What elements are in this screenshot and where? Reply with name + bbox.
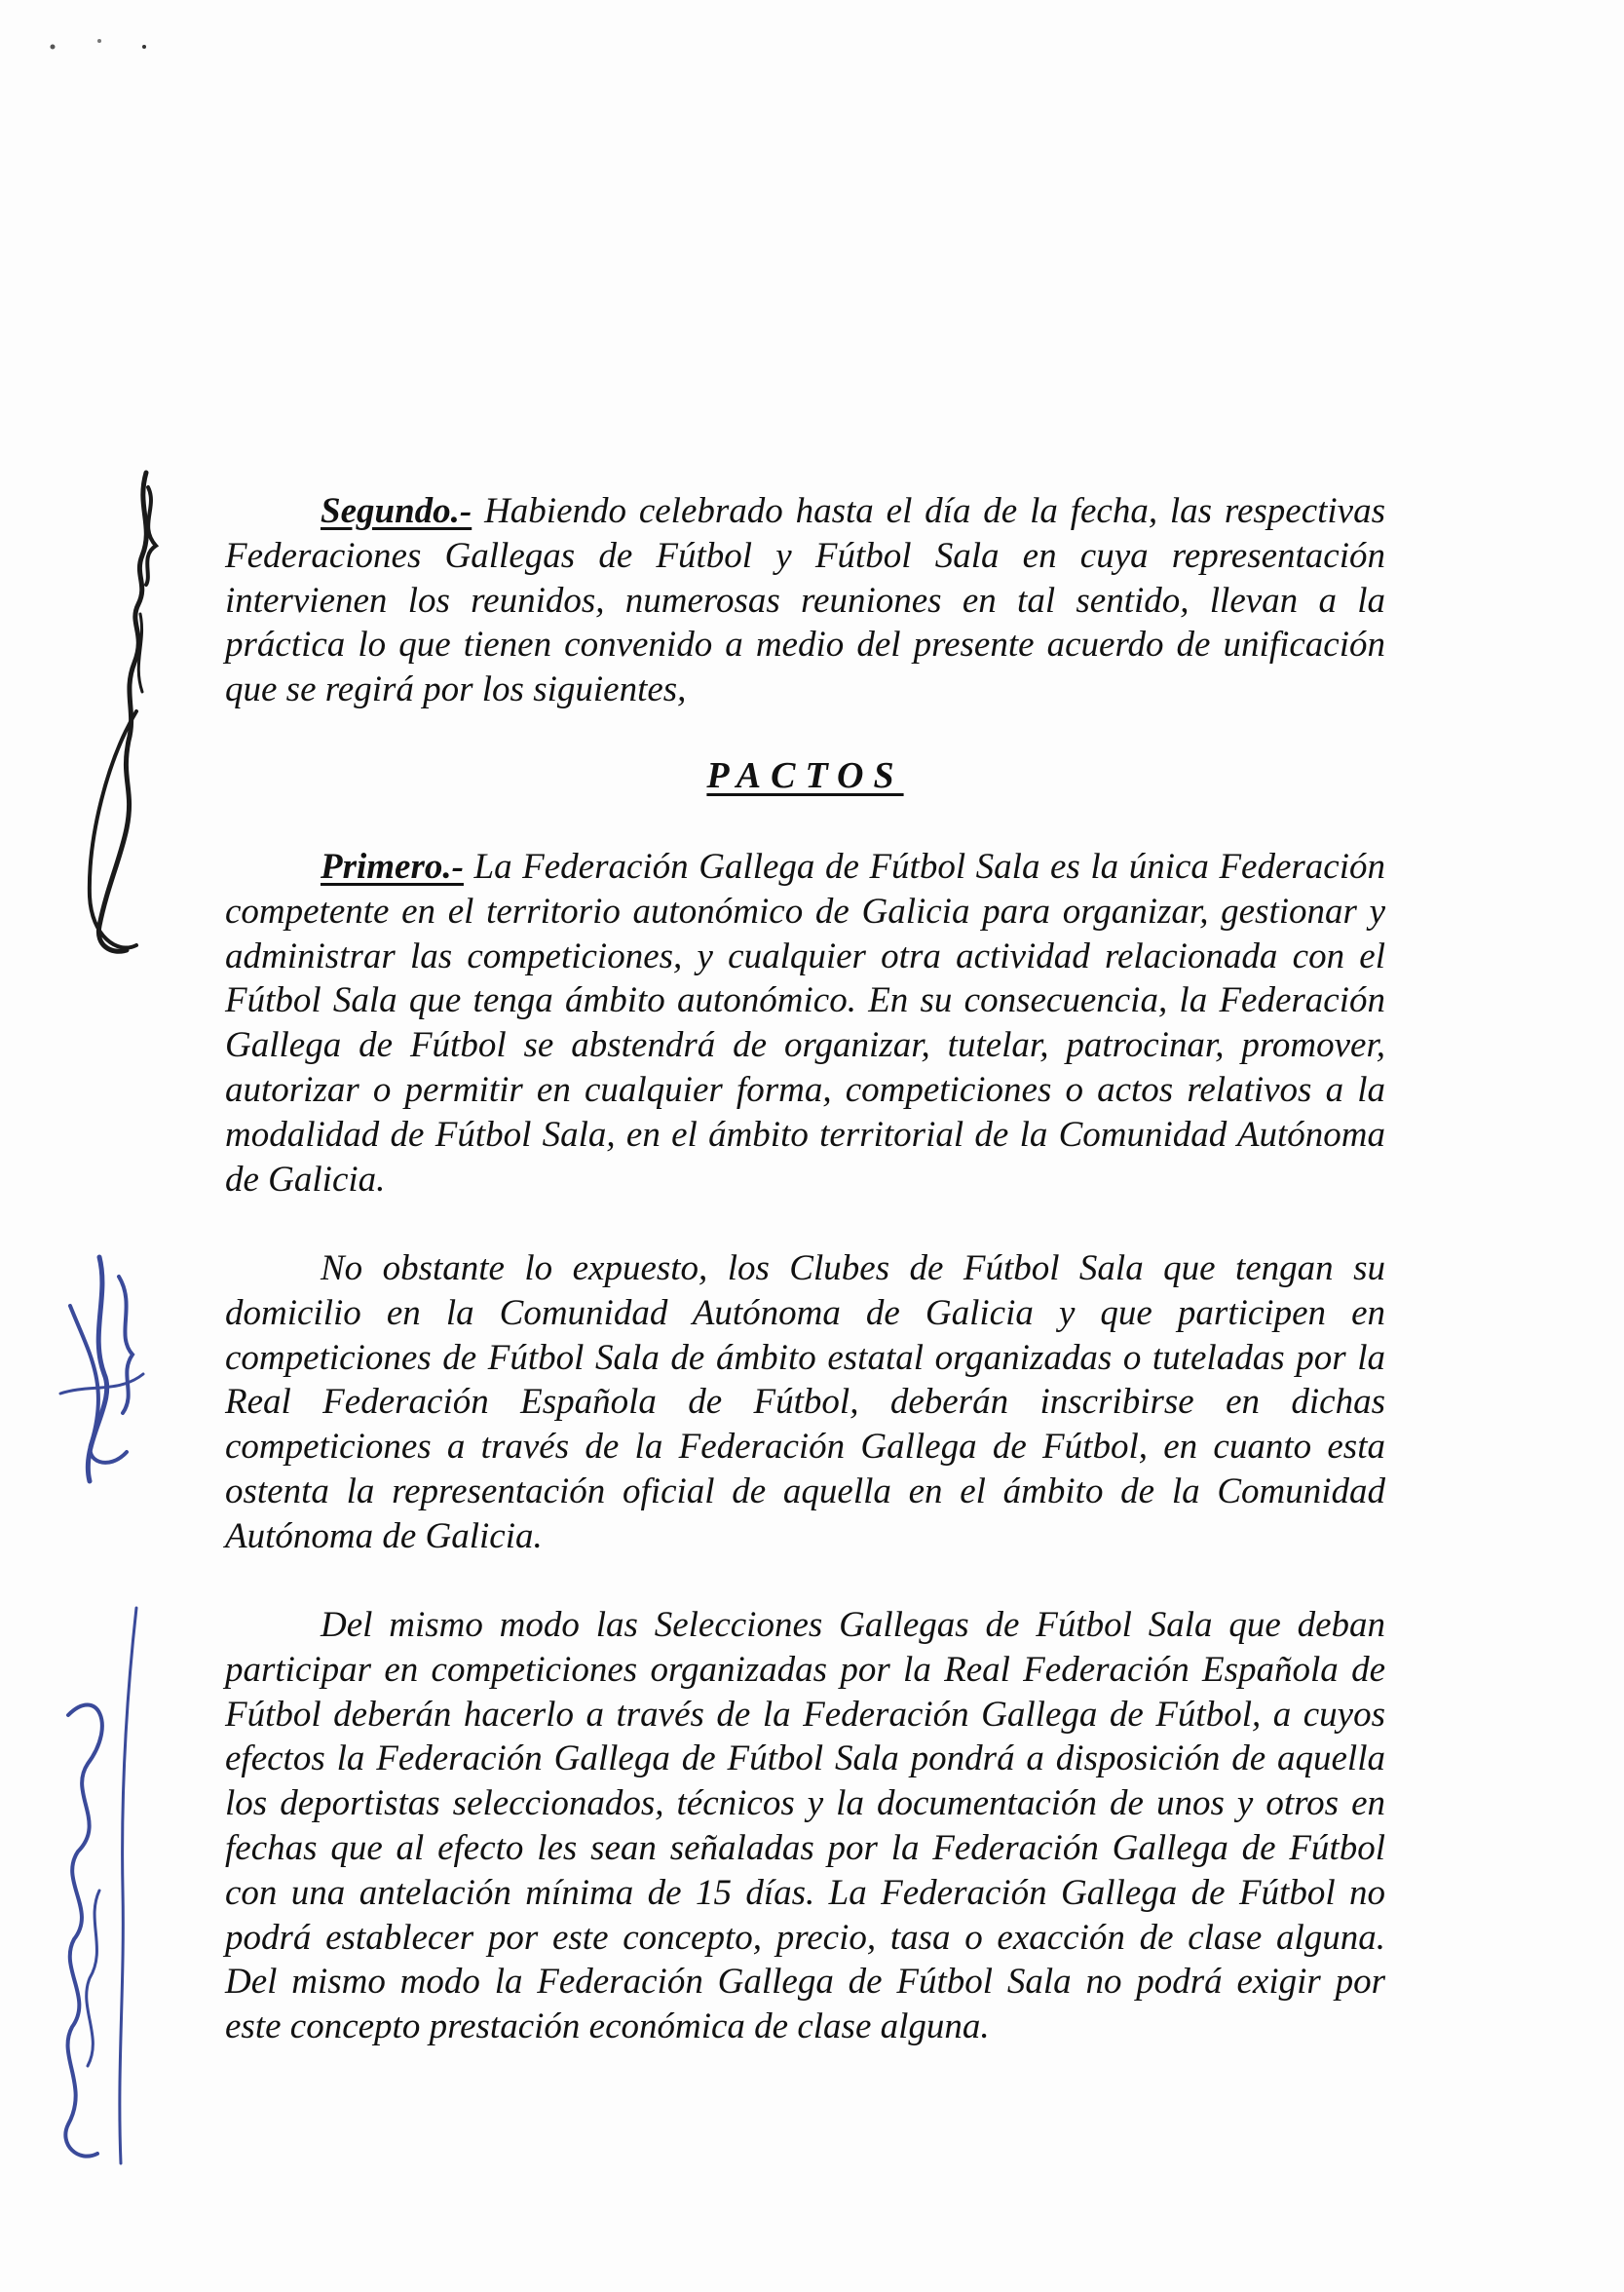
paragraph-segundo-text: Habiendo celebrado hasta el día de la fecha, las respectivas Federaciones Gallegas de Fútbol y Fútbol Sala en cuya representación intervienen los reunidos, numerosas reuniones en tal sentido, llevan a la práctica lo que tienen convenido a medio del presente acuerdo de unificación que se regirá por los siguientes, (225, 491, 1385, 710)
margin-signature-3 (39, 1598, 166, 2202)
margin-signature-2 (51, 1247, 148, 1501)
paragraph-primero (225, 845, 1385, 1202)
scan-speck-marks (39, 19, 146, 68)
paragraph-del-mismo-modo (225, 1603, 1385, 2049)
paragraph-no-obstante (225, 1246, 1385, 1559)
paragraph-no-obstante-text: No obstante lo expuesto, los Clubes de Fútbol Sala que tengan su domicilio en la Comunidad Autónoma de Galicia y que participen en competiciones de Fútbol Sala de ámbito estatal organizadas o tuteladas por la Real Federación Española de Fútbol, deberán inscribirse en dichas competiciones a través de la Federación Gallega de Fútbol, en cuanto esta ostenta la representación oficial de aquella en el ámbito de la Comunidad Autónoma de Galicia. (225, 1248, 1385, 1556)
section-heading: PACTOS (706, 755, 904, 796)
paragraph-primero-text: La Federación Gallega de Fútbol Sala es la única Federación competente en el territorio autonómico de Galicia para organizar, gestionar y administrar las competiciones, y cualquier otra actividad relacionada con el Fútbol Sala que tenga ámbito autonómico. En su consecuencia, la Federación Gallega de Fútbol se abstendrá de organizar, tutelar, patrocinar, promover, autorizar o permitir en cualquier forma, competiciones o actos relativos a la modalidad de Fútbol Sala, en el ámbito territorial de la Comunidad Autónoma de Galicia. (225, 847, 1385, 1200)
clause-label-primero: Primero.- (321, 847, 464, 887)
paragraph-segundo (225, 489, 1385, 712)
margin-signature-1 (78, 468, 166, 974)
paragraph-del-mismo-modo-text: Del mismo modo las Selecciones Gallegas de Fútbol Sala que deban participar en competiciones organizadas por la Real Federación Española de Fútbol deberán hacerlo a través de la Federación Gallega de Fútbol, a cuyos efectos la Federación Gallega de Fútbol Sala pondrá a disposición de aquella los deportistas seleccionados, técnicos y la documentación de unos y otros en fechas que al efecto les sean señaladas por la Federación Gallega de Fútbol con una antelación mínima de 15 días. La Federación Gallega de Fútbol no podrá establecer por este concepto, precio, tasa o exacción de clase alguna. Del mismo modo la Federación Gallega de Fútbol Sala no podrá exigir por este concepto prestación económica de clase alguna. (225, 1605, 1385, 2047)
clause-label-segundo: Segundo.- (321, 491, 472, 531)
